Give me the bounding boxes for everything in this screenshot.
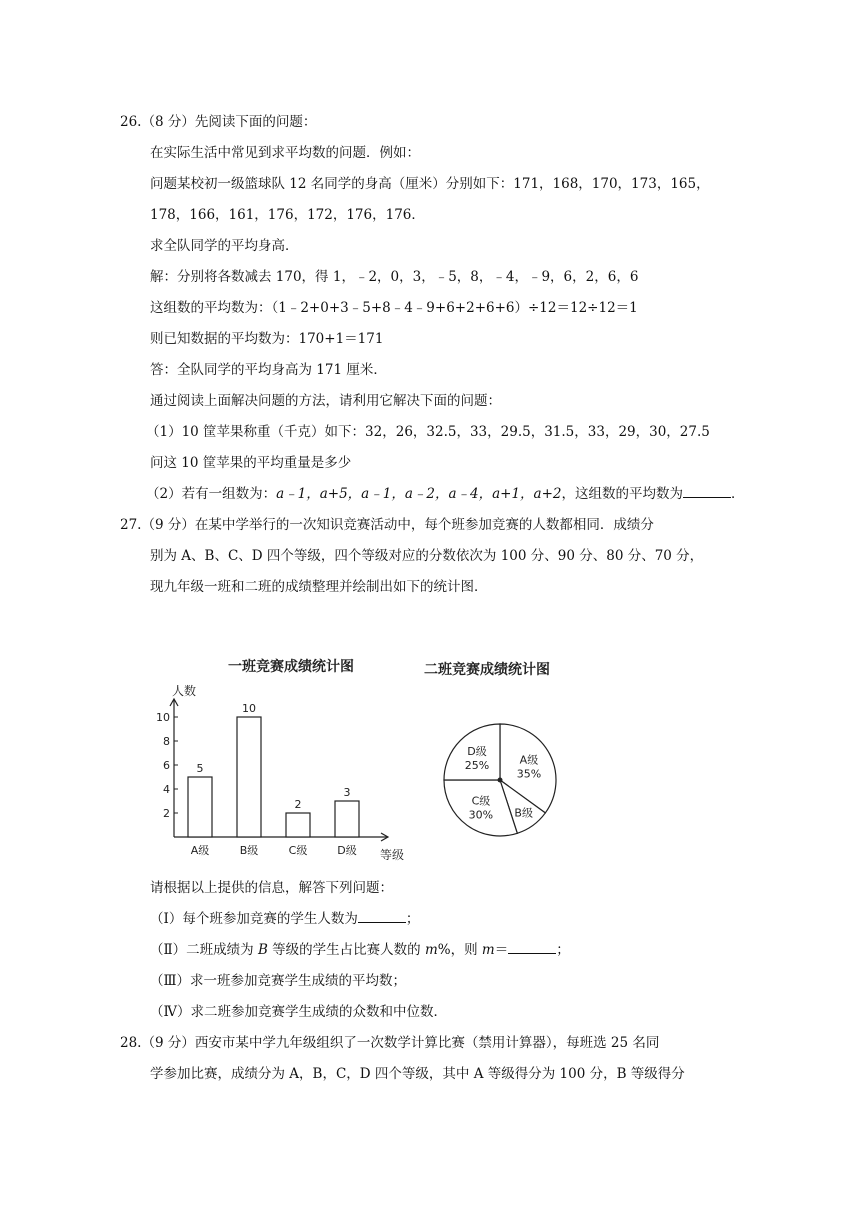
bar-value-label: 5 xyxy=(196,762,204,775)
q27-sub-3: （Ⅲ）求一班参加竞赛学生成绩的平均数； xyxy=(150,973,407,989)
pie-label: A级 xyxy=(519,753,539,767)
bar-chart xyxy=(140,675,420,865)
q28-line-1: 28.（9 分）西安市某中学九年级组织了一次数学计算比赛（禁用计算器），每班选 25 名同 xyxy=(120,1035,660,1051)
bar-value-label: 3 xyxy=(343,786,351,799)
q27-title: 27.（9 分）在某中学举行的一次知识竞赛活动中，每个班参加竞赛的人数都相同．成绩分 xyxy=(120,517,654,533)
y-tick-label: 4 xyxy=(163,783,170,796)
q27-line-1: 别为 A、B、C、D 四个等级，四个等级对应的分数依次为 100 分、90 分、80 分、70 分， xyxy=(150,548,704,564)
pie-label: D级 xyxy=(467,745,487,759)
q26-line-9: 通过阅读上面解决问题的方法，请利用它解决下面的问题： xyxy=(150,393,501,409)
answer-blank[interactable] xyxy=(683,485,731,498)
pie-label: C级 xyxy=(471,794,491,808)
x-tick-label: D级 xyxy=(337,844,357,857)
q26-line-8: 答：全队同学的平均身高为 171 厘米． xyxy=(150,362,387,378)
x-axis-label: 等级 xyxy=(380,848,405,862)
pie-percent: 35% xyxy=(516,767,542,781)
q27-line-2: 现九年级一班和二班的成绩整理并绘制出如下的统计图． xyxy=(150,579,488,595)
y-tick-label: 6 xyxy=(163,759,170,772)
q26-line-5: 解：分别将各数减去 170，得 1，﹣2，0，3，﹣5，8，﹣4，﹣9，6，2，6，6 xyxy=(150,269,639,285)
bar-A级 xyxy=(188,777,212,837)
answer-blank[interactable] xyxy=(358,910,406,923)
y-axis-label: 人数 xyxy=(172,684,197,698)
q26-line-10: （1）10 筐苹果称重（千克）如下：32，26，32.5，33，29.5，31.5，33，29，30，27.5 xyxy=(146,424,710,440)
q27-sub-2: （Ⅱ）二班成绩为 B 等级的学生占比赛人数的 m%，则 m＝ ； xyxy=(150,942,570,958)
pie-percent: 30% xyxy=(468,808,494,822)
bar-value-label: 2 xyxy=(294,798,302,811)
pie-chart xyxy=(430,710,570,850)
q26-line-2: 问题某校初一级篮球队 12 名同学的身高（厘米）分别如下：171，168，170，173，165， xyxy=(150,176,710,192)
pie-percent: 25% xyxy=(464,759,490,773)
bar-D级 xyxy=(335,801,359,837)
q27-after: 请根据以上提供的信息，解答下列问题： xyxy=(150,880,393,896)
q26-expression: a﹣1，a+5，a﹣1，a﹣2，a﹣4，a+1，a+2 xyxy=(276,486,562,502)
y-tick-label: 8 xyxy=(163,735,170,748)
q26-title: 26.（8 分）先阅读下面的问题： xyxy=(120,114,317,130)
q27-sub-1: （Ⅰ）每个班参加竞赛的学生人数为 ； xyxy=(150,911,420,927)
q26-line-12: （2）若有一组数为：a﹣1，a+5，a﹣1，a﹣2，a﹣4，a+1，a+2，这组数的平均数为 ． xyxy=(146,486,745,502)
x-tick-label: C级 xyxy=(288,844,308,857)
q26-line-11: 问这 10 筐苹果的平均重量是多少 xyxy=(150,455,352,471)
answer-blank[interactable] xyxy=(508,941,556,954)
x-tick-label: A级 xyxy=(190,844,210,857)
q26-line-4: 求全队同学的平均身高． xyxy=(150,238,299,254)
q26-line-6: 这组数的平均数为：（1﹣2+0+3﹣5+8﹣4﹣9+6+2+6+6）÷12＝12÷12＝1 xyxy=(150,300,638,316)
y-tick-label: 10 xyxy=(156,711,170,724)
pie-label: B级 xyxy=(514,806,533,820)
q26-line-3: 178，166，161，176，172，176，176． xyxy=(150,207,425,223)
bar-chart-title: 一班竞赛成绩统计图 xyxy=(228,659,354,675)
q26-line-7: 则已知数据的平均数为：170+1＝171 xyxy=(150,331,384,347)
bar-value-label: 10 xyxy=(242,702,256,715)
x-tick-label: B级 xyxy=(239,844,259,857)
y-tick-label: 2 xyxy=(163,807,170,820)
pie-center xyxy=(498,778,503,783)
q28-line-2: 学参加比赛，成绩分为 A，B，C，D 四个等级，其中 A 等级得分为 100 分，B 等级得分 xyxy=(150,1066,685,1082)
q27-sub-4: （Ⅳ）求二班参加竞赛学生成绩的众数和中位数． xyxy=(150,1004,447,1020)
bar-B级 xyxy=(237,717,261,837)
bar-C级 xyxy=(286,813,310,837)
q26-line-1: 在实际生活中常见到求平均数的问题．例如： xyxy=(150,145,420,161)
pie-chart-title: 二班竞赛成绩统计图 xyxy=(424,662,550,678)
